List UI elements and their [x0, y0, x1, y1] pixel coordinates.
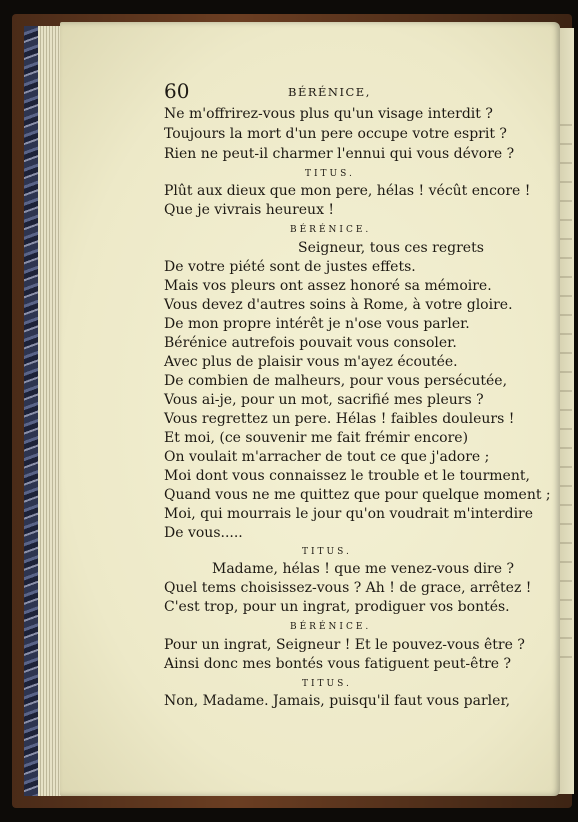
verse-line: Vous devez d'autres soins à Rome, à votre gloire.: [164, 297, 513, 313]
verse-line: Vous ai-je, pour un mot, sacrifié mes pleurs ?: [164, 392, 484, 408]
verse-line: Que je vivrais heureux !: [164, 202, 335, 218]
verse-line: De vous.....: [164, 525, 243, 541]
verse-line: Vous regrettez un pere. Hélas ! faibles douleurs !: [164, 411, 515, 427]
verse-line: Plût aux dieux que mon pere, hélas ! vécût encore !: [164, 183, 531, 199]
speaker-heading: TITUS.: [302, 679, 352, 689]
verse-line: Madame, hélas ! que me venez-vous dire ?: [212, 561, 514, 577]
speaker-heading: BÉRÉNICE.: [290, 225, 372, 235]
verse-line: Ne m'offrirez-vous plus qu'un visage interdit ?: [164, 106, 493, 122]
verse-line: Mais vos pleurs ont assez honoré sa mémoire.: [164, 278, 492, 294]
page-number: 60: [164, 79, 190, 103]
running-title: BÉRÉNICE,: [288, 85, 371, 99]
verse-line: De mon propre intérêt je n'ose vous parler.: [164, 316, 470, 332]
verse-line: Moi, qui mourrais le jour qu'on voudrait m'interdire: [164, 506, 534, 522]
verse-line: Seigneur, tous ces regrets: [298, 240, 484, 256]
speaker-heading: TITUS.: [302, 547, 352, 557]
verse-line: De combien de malheurs, pour vous persécutée,: [164, 373, 508, 389]
verse-line: Avec plus de plaisir vous m'ayez écoutée.: [164, 354, 458, 370]
verse-line: Toujours la mort d'un pere occupe votre esprit ?: [164, 126, 507, 142]
verse-line: Quand vous ne me quittez que pour quelque moment ;: [164, 487, 551, 503]
verse-line: Moi dont vous connaissez le trouble et le tourment,: [164, 468, 530, 484]
verse-line: C'est trop, pour un ingrat, prodiguer vos bontés.: [164, 599, 510, 615]
verse-line: De votre piété sont de justes effets.: [164, 259, 416, 275]
verse-line: Ainsi donc mes bontés vous fatiguent peut-être ?: [164, 656, 512, 672]
verse-line: Bérénice autrefois pouvait vous consoler.: [164, 335, 457, 351]
verse-line: Rien ne peut-il charmer l'ennui qui vous dévore ?: [164, 146, 515, 162]
speaker-heading: BÉRÉNICE.: [290, 622, 372, 632]
verse-line: Quel tems choisissez-vous ? Ah ! de grace, arrêtez !: [164, 580, 532, 596]
verse-line: Et moi, (ce souvenir me fait frémir encore): [164, 430, 469, 446]
verse-line: Pour un ingrat, Seigneur ! Et le pouvez-vous être ?: [164, 637, 525, 653]
verse-line: On voulait m'arracher de tout ce que j'adore ;: [164, 449, 490, 465]
speaker-heading: TITUS.: [305, 169, 355, 179]
verse-line: Non, Madame. Jamais, puisqu'il faut vous parler,: [164, 693, 511, 709]
